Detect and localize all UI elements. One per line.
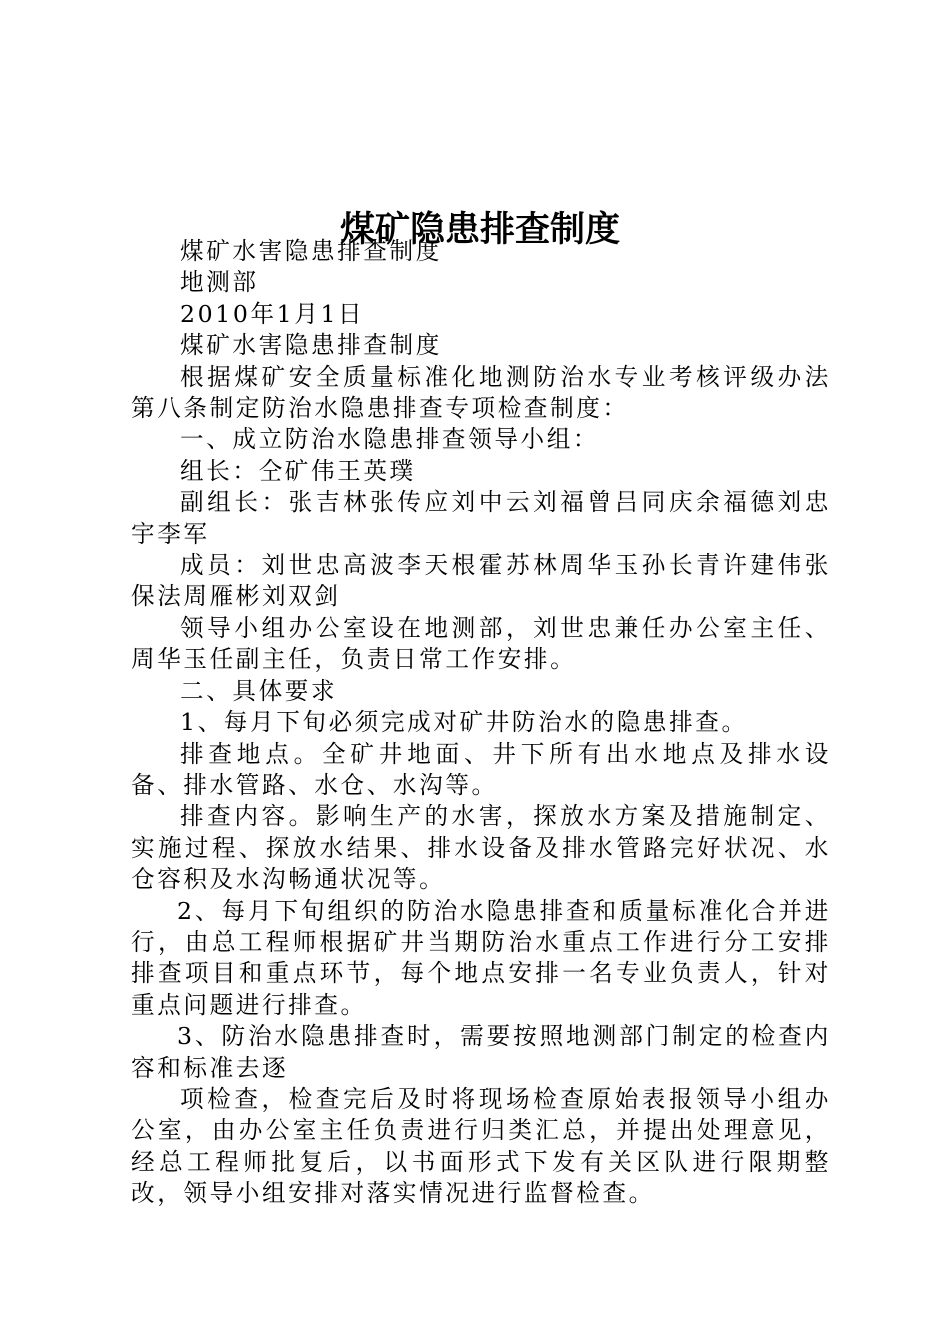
paragraph-heading: 煤矿水害隐患排查制度 bbox=[180, 331, 442, 360]
document-body bbox=[131, 236, 831, 1210]
document-title: 煤矿隐患排查制度 bbox=[339, 210, 620, 251]
paragraph-deputy-leaders: 副组长：张吉林张传应刘中云刘福曾吕同庆余福德刘忠宇李军 bbox=[131, 488, 831, 548]
paragraph-requirement-1: 1、每月下旬必须完成对矿井防治水的隐患排查。 bbox=[180, 708, 748, 737]
paragraph-inspection-locations: 排查地点。全矿井地面、井下所有出水地点及排水设备、排水管路、水仓、水沟等。 bbox=[131, 739, 831, 799]
paragraph-requirement-3: 3、防治水隐患排查时，需要按照地测部门制定的检查内容和标准去逐 bbox=[131, 1022, 831, 1082]
paragraph-subtitle: 煤矿水害隐患排查制度 bbox=[180, 237, 442, 265]
paragraph-members: 成员：刘世忠高波李天根霍苏林周华玉孙长青许建伟张保法周雁彬刘双剑 bbox=[131, 551, 831, 611]
paragraph-office: 领导小组办公室设在地测部，刘世忠兼任办公室主任、周华玉任副主任，负责日常工作安排。 bbox=[131, 613, 831, 674]
paragraph-department: 地测部 bbox=[180, 268, 259, 297]
paragraph-requirement-2: 2、每月下旬组织的防治水隐患排查和质量标准化合并进行，由总工程师根据矿井当期防治水重点工作进行分工安排排查项目和重点环节，每个地点安排一名专业负责人，针对重点问题进行排查。 bbox=[131, 896, 831, 1019]
paragraph-date: 2010年1月1日 bbox=[180, 299, 365, 328]
section-heading-2: 二、具体要求 bbox=[180, 676, 338, 705]
paragraph-inspection-content: 排查内容。影响生产的水害，探放水方案及措施制定、实施过程、探放水结果、排水设备及排水管路完好状况、水仓容积及水沟畅通状况等。 bbox=[131, 802, 831, 894]
section-heading-1: 一、成立防治水隐患排查领导小组： bbox=[180, 425, 600, 454]
paragraph-basis: 根据煤矿安全质量标准化地测防治水专业考核评级办法第八条制定防治水隐患排查专项检查制度： bbox=[131, 362, 831, 423]
paragraph-leader: 组长：仝矿伟王英璞 bbox=[180, 456, 416, 485]
paragraph-inspection-procedure: 项检查，检查完后及时将现场检查原始表报领导小组办公室，由办公室主任负责进行归类汇总，并提出处理意见，经总工程师批复后，以书面形式下发有关区队进行限期整改，领导小组安排对落实情况进行监督检查。 bbox=[131, 1084, 831, 1208]
